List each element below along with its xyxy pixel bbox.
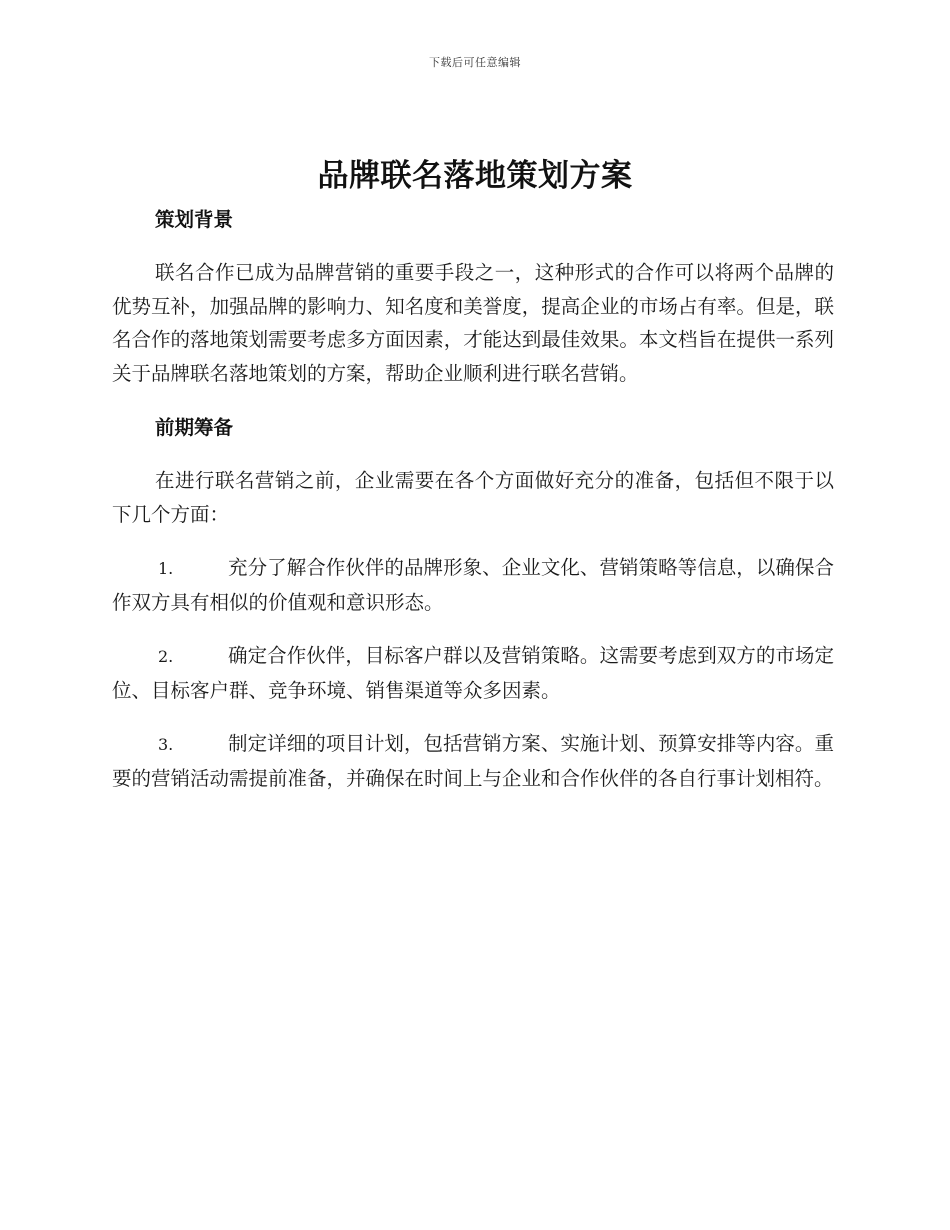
- header-note: 下载后可任意编辑: [429, 56, 521, 69]
- list-item-number: 2.: [158, 647, 174, 666]
- list-item-text: 确定合作伙伴，目标客户群以及营销策略。这需要考虑到双方的市场定位、目标客户群、竞争环境、销售渠道等众多因素。: [112, 644, 834, 702]
- list-item-text: 充分了解合作伙伴的品牌形象、企业文化、营销策略等信息，以确保合作双方具有相似的价值观和意识形态。: [112, 556, 834, 614]
- list-item-text: 制定详细的项目计划，包括营销方案、实施计划、预算安排等内容。重要的营销活动需提前准备，并确保在时间上与企业和合作伙伴的各自行事计划相符。: [112, 732, 834, 790]
- section-heading-background: 策划背景: [155, 208, 234, 231]
- paragraph: 联名合作已成为品牌营销的重要手段之一，这种形式的合作可以将两个品牌的优势互补，加强品牌的影响力、知名度和美誉度，提高企业的市场占有率。但是，联名合作的落地策划需要考虑多方面因素，才能达到最佳效果。本文档旨在提供一系列关于品牌联名落地策划的方案，帮助企业顺利进行联名营销。: [112, 261, 834, 385]
- document-body: [112, 200, 834, 795]
- list-item-number: 3.: [158, 735, 174, 754]
- list-item: [112, 727, 834, 795]
- list-item: [112, 639, 834, 707]
- list-item: [112, 551, 834, 619]
- document-title: 品牌联名落地策划方案: [317, 158, 633, 194]
- paragraph: 在进行联名营销之前，企业需要在各个方面做好充分的准备，包括但不限于以下几个方面：: [112, 469, 834, 526]
- list-item-number: 1.: [158, 559, 174, 578]
- section-heading-preparation: 前期筹备: [155, 416, 234, 439]
